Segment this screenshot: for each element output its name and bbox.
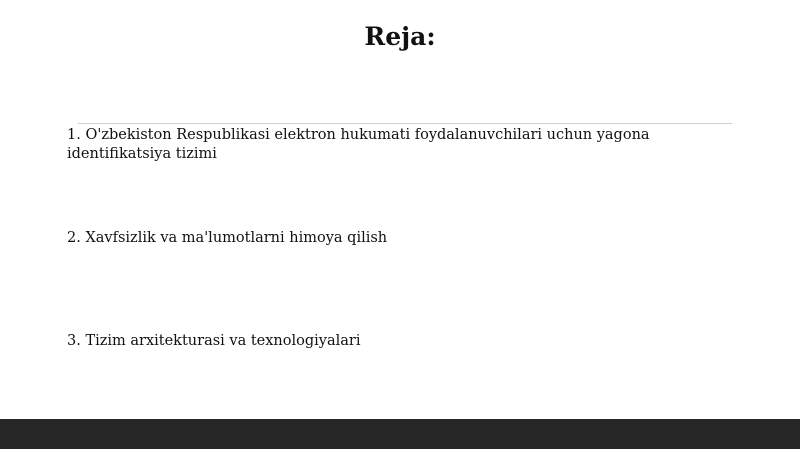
plan-item-2: 2. Xavfsizlik va ma'lumotlarni himoya qilish bbox=[67, 230, 388, 246]
plan-item-1: 1. O'zbekiston Respublikasi elektron hukumati foydalanuvchilari uchun yagona identifikatsiya tizimi bbox=[67, 127, 650, 162]
viewer-bottom-bar bbox=[0, 419, 800, 449]
slide-title: Reja: bbox=[364, 22, 436, 51]
title-divider bbox=[78, 123, 732, 124]
plan-item-3: 3. Tizim arxitekturasi va texnologiyalari bbox=[67, 333, 361, 349]
